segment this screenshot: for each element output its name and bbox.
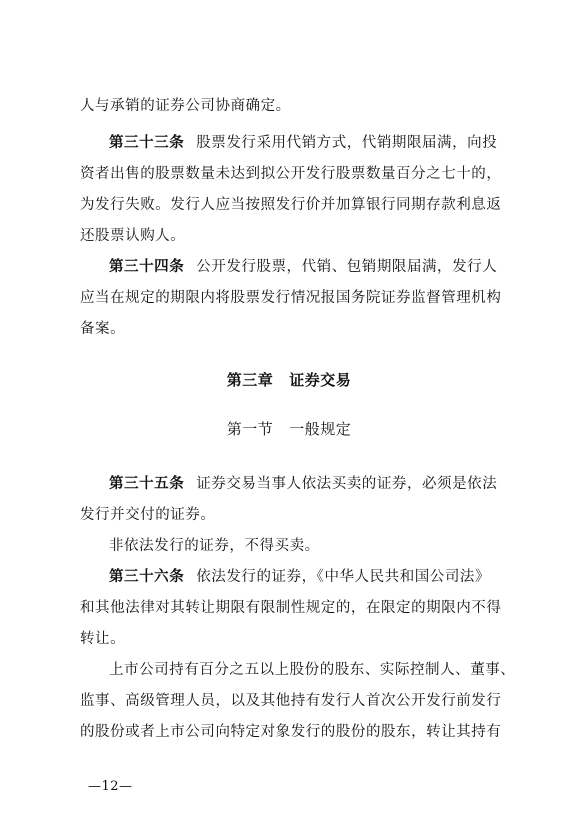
article-heading: 第三十五条 (109, 476, 185, 492)
section-heading: 第一节 一般规定 (226, 420, 352, 438)
paragraph-line: 资者出售的股票数量未达到拟公开发行股票数量百分之七十的， (80, 166, 502, 182)
article-36-line: 第三十六条 依法发行的证券，《中华人民共和国公司法》 (109, 569, 490, 585)
paragraph-line: 为发行失败。发行人应当按照发行价并加算银行同期存款利息返 (80, 197, 502, 213)
article-heading: 第三十四条 (109, 259, 185, 275)
paragraph-line: 备案。 (80, 321, 126, 337)
paragraph-line: 发行并交付的证券。 (80, 507, 216, 523)
paragraph-line: 应当在规定的期限内将股票发行情况报国务院证券监督管理机构 (80, 290, 502, 306)
chapter-heading: 第三章 证券交易 (226, 371, 352, 389)
paragraph-line: 还股票认购人。 (80, 228, 186, 244)
paragraph-line: 非依法发行的证券，不得买卖。 (109, 538, 320, 554)
article-33-line: 第三十三条 股票发行采用代销方式，代销期限届满，向投 (109, 135, 498, 151)
paragraph-line: 监事、高级管理人员，以及其他持有发行人首次公开发行前发行 (80, 693, 502, 709)
paragraph-line: 上市公司持有百分之五以上股份的股东、实际控制人、董事、 (109, 662, 516, 678)
article-34-line: 第三十四条 公开发行股票，代销、包销期限届满，发行人 (109, 259, 498, 275)
paragraph-line: 人与承销的证券公司协商确定。 (80, 98, 291, 114)
paragraph-line: 转让。 (80, 631, 126, 647)
article-heading: 第三十六条 (109, 569, 185, 585)
article-35-line: 第三十五条 证券交易当事人依法买卖的证券，必须是依法 (109, 476, 498, 492)
article-heading: 第三十三条 (109, 135, 185, 151)
page-number: —12— (88, 779, 133, 794)
paragraph-line: 的股份或者上市公司向特定对象发行的股份的股东，转让其持有 (80, 724, 502, 740)
paragraph-line: 和其他法律对其转让期限有限制性规定的，在限定的期限内不得 (80, 600, 502, 616)
